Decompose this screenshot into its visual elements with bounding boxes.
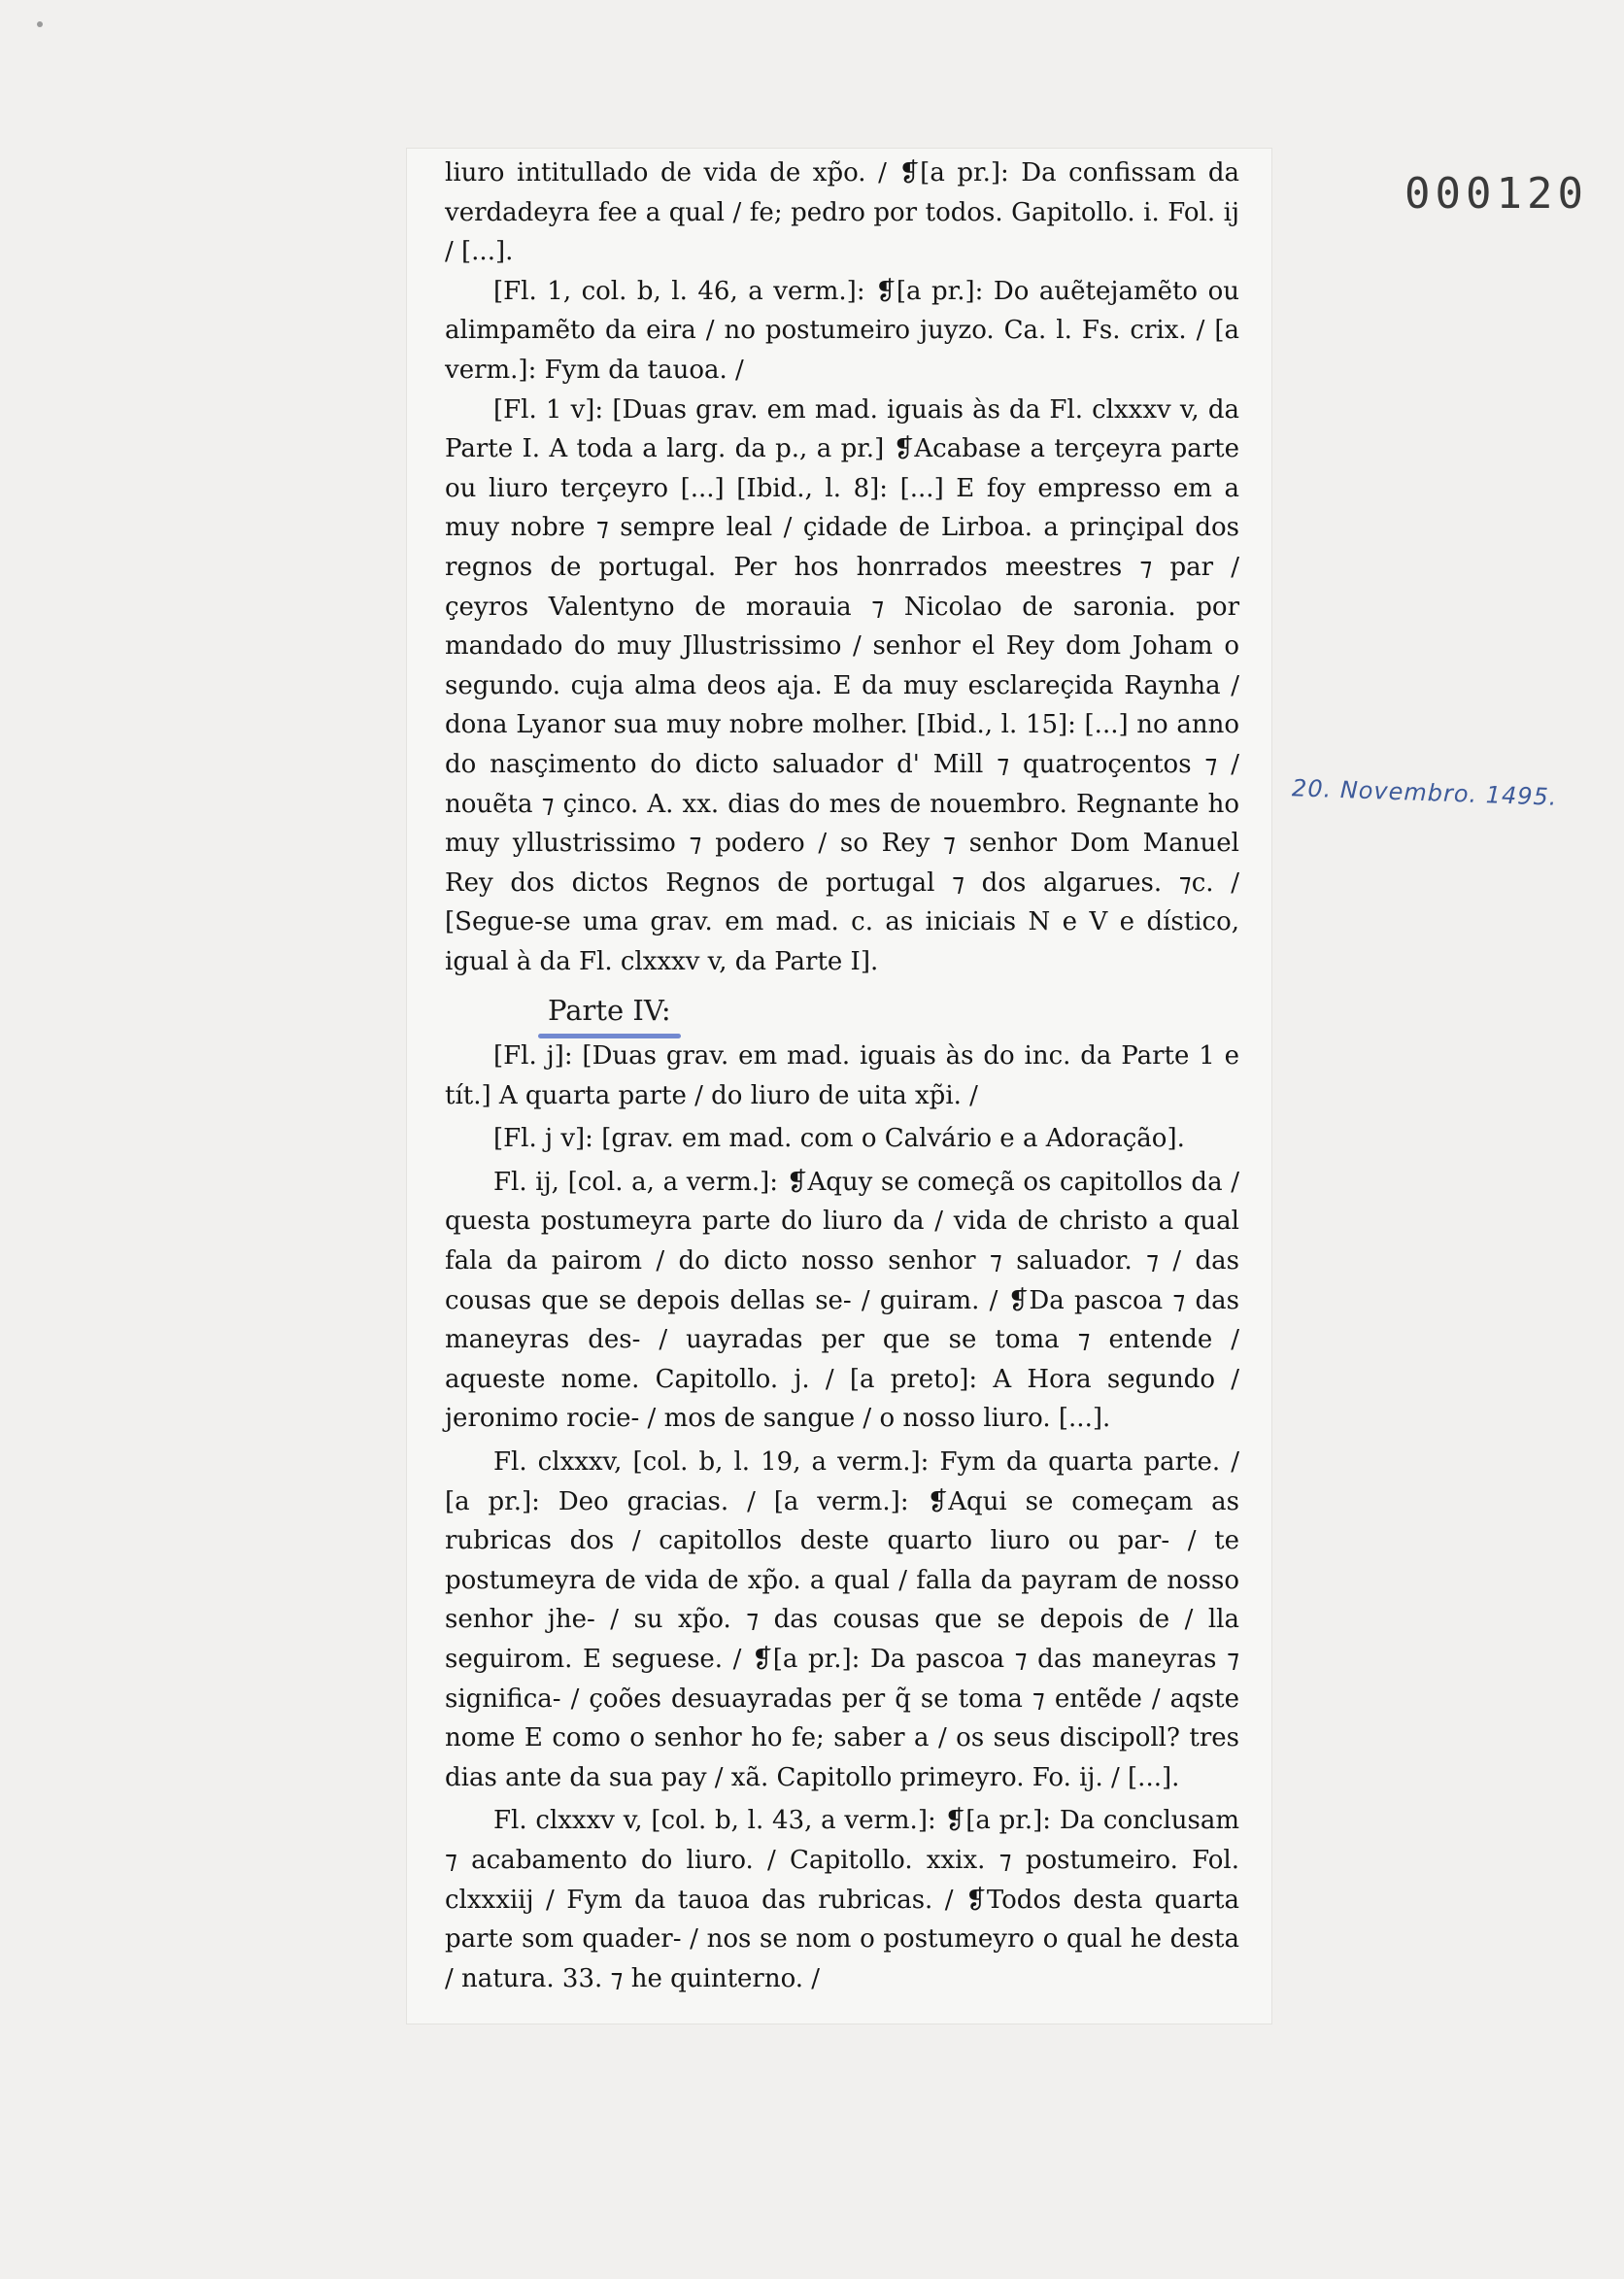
archive-stamp: 000120 (1404, 169, 1588, 219)
paragraph-3: [Fl. 1 v]: [Duas grav. em mad. iguais às da Fl. clxxxv v, da Parte I. A toda a larg. da p., a pr.] ❡Acabase a terçeyra parte ou liuro terçeyro [...] [Ibid., l. 8]: [...] E foy empresso em a muy nobre ⁊ sempre leal / çidade de Lirboa. a prinçipal dos regnos de portugal. Per hos honrrados meestres ⁊ par / çeyros Valentyno de morauia ⁊ Nicolao de saronia. por mandado do muy Jllustrissimo / senhor el Rey dom Joham o segundo. cuja alma deos aja. E da muy esclareçida Raynha / dona Lyanor sua muy nobre molher. [Ibid., l. 15]: [...] no anno do nasçimento do dicto saluador d' Mill ⁊ quatroçentos ⁊ / nouẽta ⁊ çinco. A. xx. dias do mes de nouembro. Regnante ho muy yllustrissimo ⁊ podero / so Rey ⁊ senhor Dom Manuel Rey dos dictos Regnos de portugal ⁊ dos algarues. ⁊c. / [Segue-se uma grav. em mad. c. as iniciais N e V e dístico, igual à da Fl. clxxxv v, da Parte I]. (445, 394, 1239, 976)
part-heading (548, 991, 671, 1031)
handwritten-date-note: 20. Novembro. 1495. (1291, 774, 1558, 811)
part-paragraph-2: [Fl. j v]: [grav. em mad. com o Calvário e a Adoração]. (493, 1124, 1185, 1154)
corner-mark (37, 21, 43, 27)
heading-underline (538, 1034, 681, 1038)
paragraph-2: [Fl. 1, col. b, l. 46, a verm.]: ❡[a pr.]: Do auẽtejamẽto ou alimpamẽto da eira / no postumeiro juyzo. Ca. l. Fs. crix. / [a verm.]: Fym da tauoa. / (445, 276, 1239, 385)
part-paragraph-3: Fl. ij, [col. a, a verm.]: ❡Aquy se começã os capitollos da / questa postumeyra parte do liuro da / vida de christo a qual fala da pairom / do dicto nosso senhor ⁊ saluador. ⁊ / das cousas que se depois dellas se- / guiram. / ❡Da pascoa ⁊ das maneyras des- / uayradas per que se toma ⁊ entende / aqueste nome. Capitollo. j. / [a preto]: A Hora segundo / jeronimo rocie- / mos de sangue / o nosso liuro. [...]. (445, 1167, 1239, 1434)
part-heading-label: Parte IV: (548, 994, 671, 1028)
part-paragraph-5: Fl. clxxxv v, [col. b, l. 43, a verm.]: ❡[a pr.]: Da conclusam ⁊ acabamento do liuro. / Capitollo. xxix. ⁊ postumeiro. Fol. clxxxiij / Fym da tauoa das rubricas. / ❡Todos desta quarta parte som quader- / nos se nom o postumeyro o qual he desta / natura. 33. ⁊ he quinterno. / (445, 1806, 1239, 1993)
paragraph-1: liuro intitullado de vida de xp̃o. / ❡[a pr.]: Da confissam da verdadeyra fee a qual / fe; pedro por todos. Gapitollo. i. Fol. ij / [...]. (445, 158, 1239, 267)
part-paragraph-1: [Fl. j]: [Duas grav. em mad. iguais às do inc. da Parte 1 e tít.] A quarta parte / do liuro de uita xp̃i. / (445, 1041, 1239, 1110)
part-paragraph-4: Fl. clxxxv, [col. b, l. 19, a verm.]: Fym da quarta parte. / [a pr.]: Deo gracias. / [a verm.]: ❡Aqui se começam as rubricas dos / capitollos deste quarto liuro ou par- / te postumeyra de vida de xp̃o. a qual / falla da payram de nosso senhor jhe- / su xp̃o. ⁊ das cousas que se depois de / lla seguirom. E seguese. / ❡[a pr.]: Da pascoa ⁊ das maneyras ⁊ significa- / çoões desuayradas per q̃ se toma ⁊ entẽde / aqste nome E como o senhor ho fe; saber a / os seus discipoll? tres dias ante da sua pay / xã. Capitollo primeyro. Fo. ij. / [...]. (445, 1447, 1239, 1792)
transcription-text (445, 153, 1239, 1998)
